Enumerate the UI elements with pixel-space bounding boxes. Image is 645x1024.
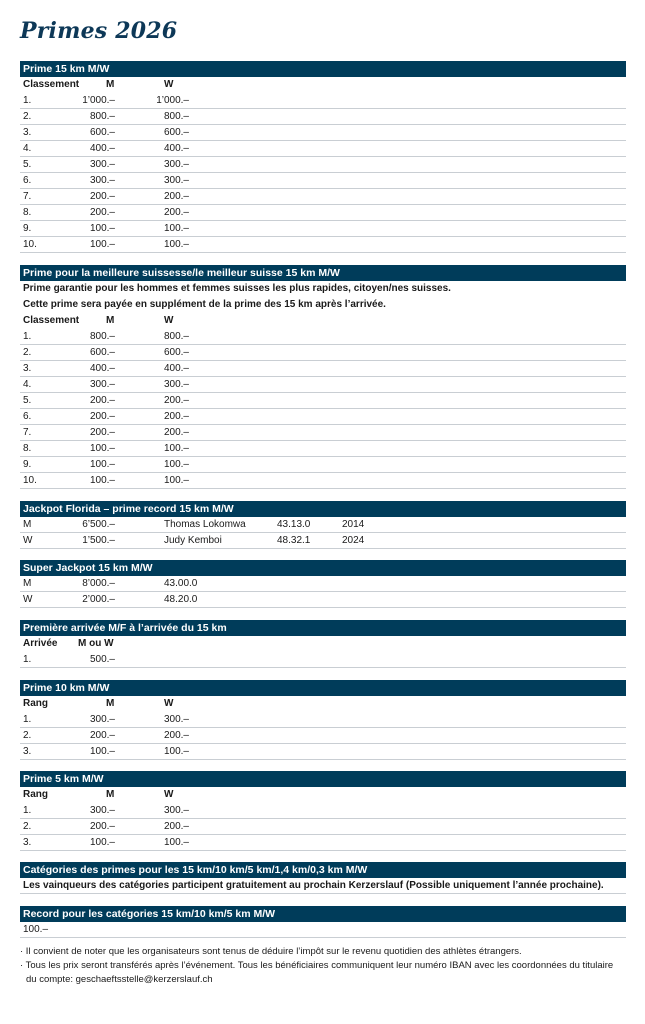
prize-m-cell: 200.– [89, 395, 115, 406]
table-row [20, 425, 626, 441]
table-row [20, 473, 626, 489]
table-row [20, 576, 626, 592]
prize-w-cell: 300.– [163, 159, 189, 170]
col-rank-header: Classement [23, 79, 80, 90]
table-header [20, 77, 626, 93]
rank-cell: 6. [23, 175, 32, 186]
prize-w-cell: 200.– [163, 191, 189, 202]
prize-w-cell: 200.– [163, 427, 189, 438]
table-body [20, 517, 626, 549]
section-note: Cette prime sera payée en supplément de la prime des 15 km après l’arrivée. [23, 299, 386, 310]
prize-cell: 8’000.– [82, 578, 115, 589]
prize-w-cell: 300.– [163, 175, 189, 186]
time-cell: 43.13.0 [277, 519, 311, 530]
prize-w-cell: 1’000.– [156, 95, 189, 106]
section-heading: Prime pour la meilleure suissesse/le meilleur suisse 15 km M/W [20, 265, 626, 281]
rank-cell: 4. [23, 143, 32, 154]
prize-w-cell: 300.– [163, 805, 189, 816]
col-rank-header: Classement [23, 315, 80, 326]
table-row [20, 157, 626, 173]
col-rank-header: Rang [23, 789, 48, 800]
rank-cell: 1. [23, 805, 32, 816]
table-row [20, 652, 626, 668]
prize-w-cell: 100.– [163, 239, 189, 250]
section-category-record [20, 906, 626, 938]
prize-m-cell: 300.– [89, 805, 115, 816]
prize-w-cell: 100.– [163, 443, 189, 454]
footnote: · Tous les prix seront transférés après l’événement. Tous les bénéficiaires communiquent leur numéro IBAN avec les coordonnées du titulaire du compte: geschaeftsstelle@kerzerslauf.ch [20, 960, 614, 985]
page-title: Primes 2026 [20, 18, 178, 44]
time-cell: 48.20.0 [164, 594, 198, 605]
section-15km [20, 61, 626, 253]
rank-cell: 1. [23, 95, 32, 106]
section-heading: Super Jackpot 15 km M/W [20, 560, 626, 576]
rank-cell: 2. [23, 111, 32, 122]
year-cell: 2024 [342, 535, 365, 546]
rank-cell: 2. [23, 347, 32, 358]
prize-m-cell: 200.– [89, 207, 115, 218]
section-categories [20, 862, 626, 894]
col-w-header: W [164, 698, 174, 709]
rank-cell: 7. [23, 427, 32, 438]
rank-cell: 1. [23, 331, 32, 342]
prize-m-cell: 200.– [89, 191, 115, 202]
table-row [20, 393, 626, 409]
rank-cell: 10. [23, 239, 37, 250]
prize-m-cell: 800.– [89, 331, 115, 342]
col-arrival-header: Arrivée [23, 638, 58, 649]
prize-m-cell: 100.– [89, 459, 115, 470]
section-heading: Catégories des primes pour les 15 km/10 km/5 km/1,4 km/0,3 km M/W [20, 862, 626, 878]
prize-m-cell: 200.– [89, 730, 115, 741]
table-row [20, 803, 626, 819]
rank-cell: 3. [23, 837, 32, 848]
table-row [20, 835, 626, 851]
table-body [20, 93, 626, 253]
table-row [20, 189, 626, 205]
section-heading: Première arrivée M/F à l’arrivée du 15 km [20, 620, 626, 636]
prize-m-cell: 100.– [89, 475, 115, 486]
footnotes [20, 945, 626, 987]
col-m-or-w-header: M ou W [78, 638, 114, 649]
rank-cell: 9. [23, 223, 32, 234]
col-m-header: M [106, 789, 115, 800]
table-row [20, 592, 626, 608]
prize-m-cell: 100.– [89, 443, 115, 454]
prize-w-cell: 100.– [163, 837, 189, 848]
table-row [20, 173, 626, 189]
table-row [20, 922, 626, 938]
prize-w-cell: 400.– [163, 143, 189, 154]
prize-w-cell: 300.– [163, 379, 189, 390]
table-header [20, 696, 626, 712]
section-heading: Prime 5 km M/W [20, 771, 626, 787]
section-first-arrival [20, 620, 626, 668]
rank-cell: 5. [23, 159, 32, 170]
gender-cell: W [23, 594, 33, 605]
prize-w-cell: 200.– [163, 395, 189, 406]
section-5km [20, 771, 626, 851]
rank-cell: 1. [23, 654, 32, 665]
prize-w-cell: 600.– [163, 127, 189, 138]
prize-w-cell: 200.– [163, 411, 189, 422]
prize-w-cell: 100.– [163, 223, 189, 234]
prize-w-cell: 100.– [163, 459, 189, 470]
rank-cell: 4. [23, 379, 32, 390]
prize-cell: 1’500.– [82, 535, 115, 546]
time-cell: 48.32.1 [277, 535, 311, 546]
table-row [20, 141, 626, 157]
col-m-header: M [106, 698, 115, 709]
prize-m-cell: 600.– [89, 127, 115, 138]
rank-cell: 3. [23, 363, 32, 374]
prize-w-cell: 800.– [163, 111, 189, 122]
section-jackpot-florida [20, 501, 626, 549]
table-header [20, 313, 626, 329]
prize-m-cell: 200.– [89, 821, 115, 832]
section-heading: Record pour les catégories 15 km/10 km/5 km M/W [20, 906, 626, 922]
table-row [20, 237, 626, 253]
gender-cell: W [23, 535, 33, 546]
table-row [20, 744, 626, 760]
prize-m-cell: 200.– [89, 411, 115, 422]
prize-w-cell: 100.– [163, 746, 189, 757]
table-body [20, 712, 626, 760]
table-body [20, 803, 626, 851]
table-header [20, 787, 626, 803]
prize-w-cell: 600.– [163, 347, 189, 358]
prize-m-cell: 400.– [89, 143, 115, 154]
table-row [20, 441, 626, 457]
prize-m-cell: 100.– [89, 239, 115, 250]
section-note: Prime garantie pour les hommes et femmes suisses les plus rapides, citoyen/nes suisses. [23, 283, 451, 294]
table-row [20, 329, 626, 345]
athlete-cell: Thomas Lokomwa [164, 519, 246, 530]
prize-m-cell: 600.– [89, 347, 115, 358]
col-w-header: W [164, 315, 174, 326]
prize-w-cell: 400.– [163, 363, 189, 374]
prize-cell: 6’500.– [82, 519, 115, 530]
prize-m-cell: 1’000.– [82, 95, 115, 106]
prize-m-cell: 400.– [89, 363, 115, 374]
table-row [20, 728, 626, 744]
rank-cell: 3. [23, 746, 32, 757]
prize-w-cell: 200.– [163, 207, 189, 218]
rank-cell: 5. [23, 395, 32, 406]
prize-w-cell: 200.– [163, 730, 189, 741]
section-best-swiss [20, 265, 626, 489]
table-body [20, 576, 626, 608]
record-value: 100.– [23, 924, 49, 935]
footnote: · Il convient de noter que les organisateurs sont tenus de déduire l’impôt sur le revenu quotidien des athlètes étrangers. [20, 946, 522, 957]
prize-m-cell: 100.– [89, 223, 115, 234]
table-row [20, 819, 626, 835]
rank-cell: 3. [23, 127, 32, 138]
prize-w-cell: 200.– [163, 821, 189, 832]
table-row [20, 533, 626, 549]
table-body [20, 652, 626, 668]
prize-w-cell: 100.– [163, 475, 189, 486]
table-row [20, 345, 626, 361]
col-w-header: W [164, 789, 174, 800]
table-row [20, 409, 626, 425]
table-row [20, 517, 626, 533]
table-header [20, 636, 626, 652]
prize-w-cell: 800.– [163, 331, 189, 342]
rank-cell: 1. [23, 714, 32, 725]
col-m-header: M [106, 315, 115, 326]
table-body [20, 329, 626, 489]
table-row [20, 361, 626, 377]
gender-cell: M [23, 519, 32, 530]
rank-cell: 9. [23, 459, 32, 470]
time-cell: 43.00.0 [164, 578, 198, 589]
table-row [20, 221, 626, 237]
col-rank-header: Rang [23, 698, 48, 709]
prize-m-cell: 300.– [89, 379, 115, 390]
table-row [20, 377, 626, 393]
prize-m-cell: 300.– [89, 175, 115, 186]
col-w-header: W [164, 79, 174, 90]
section-note: Les vainqueurs des catégories participent gratuitement au prochain Kerzerslauf (Possible uniquement l’année prochaine). [20, 878, 626, 894]
prize-m-cell: 200.– [89, 427, 115, 438]
table-row [20, 93, 626, 109]
table-row [20, 125, 626, 141]
rank-cell: 8. [23, 207, 32, 218]
prize-m-cell: 100.– [89, 837, 115, 848]
section-heading: Prime 15 km M/W [20, 61, 626, 77]
prize-w-cell: 300.– [163, 714, 189, 725]
prize-m-cell: 300.– [89, 159, 115, 170]
athlete-cell: Judy Kemboi [164, 535, 222, 546]
rank-cell: 7. [23, 191, 32, 202]
prize-m-cell: 800.– [89, 111, 115, 122]
prize-cell: 2’000.– [82, 594, 115, 605]
rank-cell: 6. [23, 411, 32, 422]
rank-cell: 2. [23, 821, 32, 832]
table-row [20, 109, 626, 125]
section-heading: Prime 10 km M/W [20, 680, 626, 696]
table-row [20, 712, 626, 728]
prize-m-cell: 300.– [89, 714, 115, 725]
rank-cell: 10. [23, 475, 37, 486]
table-row [20, 457, 626, 473]
prize-m-cell: 100.– [89, 746, 115, 757]
section-heading: Jackpot Florida – prime record 15 km M/W [20, 501, 626, 517]
gender-cell: M [23, 578, 32, 589]
prize-cell: 500.– [89, 654, 115, 665]
section-10km [20, 680, 626, 760]
year-cell: 2014 [342, 519, 365, 530]
col-m-header: M [106, 79, 115, 90]
rank-cell: 2. [23, 730, 32, 741]
section-super-jackpot [20, 560, 626, 608]
rank-cell: 8. [23, 443, 32, 454]
table-row [20, 205, 626, 221]
